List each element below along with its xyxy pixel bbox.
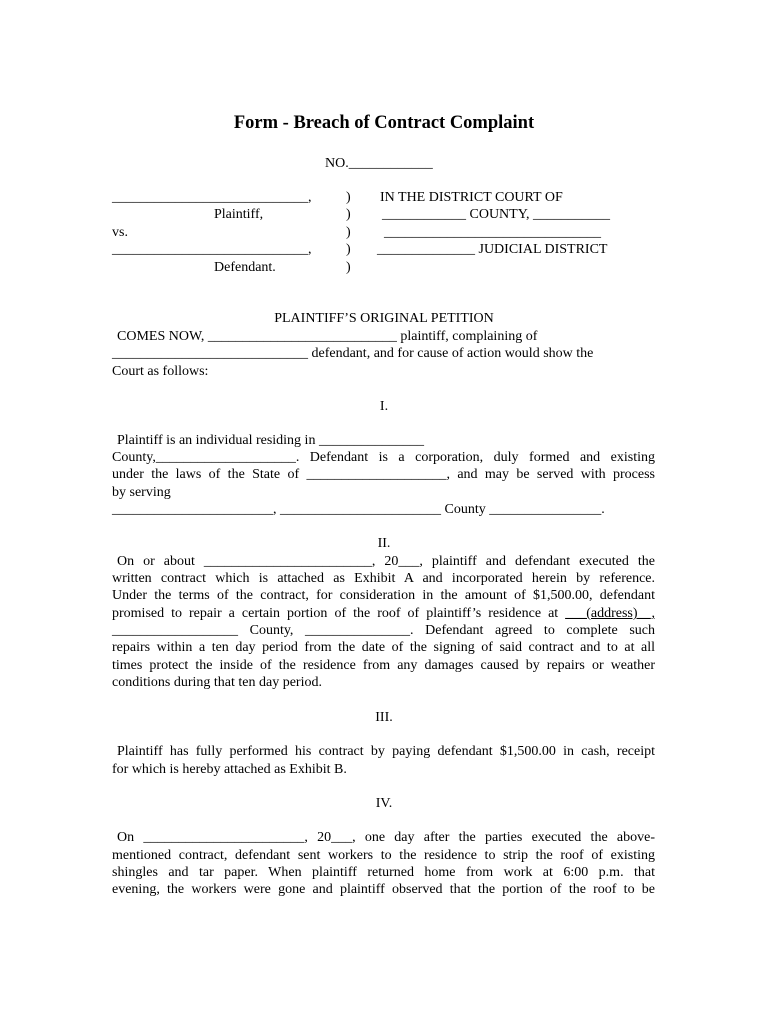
- intro-line: ____________________________ defendant, and for cause of action would show the: [112, 346, 594, 361]
- caption-paren: ): [346, 190, 351, 205]
- paragraph-line: Plaintiff is an individual residing in _______________: [117, 433, 424, 448]
- defendant-label: Defendant.: [214, 260, 276, 275]
- document-title: Form - Breach of Contract Complaint: [233, 113, 535, 133]
- court-name: IN THE DISTRICT COURT OF: [380, 190, 563, 205]
- court-blank-line: _______________________________: [384, 225, 601, 240]
- section-numeral: IV.: [375, 796, 393, 811]
- paragraph-line: shingles and tar paper. When plaintiff returned home from work at 6:00 p.m. that: [112, 865, 655, 880]
- case-number: NO.____________: [325, 156, 433, 171]
- paragraph-line: by serving: [112, 485, 171, 500]
- paragraph-line: under the laws of the State of ____________________, and may be served with process: [112, 467, 655, 482]
- paragraph-line: written contract which is attached as Exhibit A and incorporated herein by reference.: [112, 571, 655, 586]
- section-numeral: I.: [379, 399, 389, 414]
- petition-heading: PLAINTIFF’S ORIGINAL PETITION: [274, 311, 494, 326]
- plaintiff-name-blank: ____________________________,: [112, 190, 312, 205]
- paragraph-line: for which is hereby attached as Exhibit B.: [112, 762, 347, 777]
- caption-paren: ): [346, 260, 351, 275]
- paragraph-line: On _______________________, 20___, one day after the parties executed the above-: [117, 830, 655, 845]
- paragraph-line: [112, 605, 655, 622]
- paragraph-line: times protect the inside of the residence from any damages caused by repairs or weather: [112, 658, 655, 673]
- paragraph-line: __________________ County, _______________. Defendant agreed to complete such: [112, 623, 655, 638]
- paragraph-line: _______________________, _______________________ County ________________.: [112, 502, 605, 517]
- paragraph-line: County,____________________. Defendant is a corporation, duly formed and existing: [112, 450, 655, 465]
- address-blank: ___(address)__,: [565, 606, 655, 621]
- paragraph-text: promised to repair a certain portion of the roof of plaintiff’s residence at: [112, 606, 559, 621]
- versus-label: vs.: [112, 225, 128, 240]
- caption-paren: ): [346, 242, 351, 257]
- section-numeral: III.: [375, 710, 393, 725]
- section-numeral: II.: [377, 536, 391, 551]
- intro-line: Court as follows:: [112, 364, 209, 379]
- paragraph-line: evening, the workers were gone and plaintiff observed that the portion of the roof to be: [112, 882, 655, 897]
- paragraph-line: repairs within a ten day period from the date of the signing of said contract and to at all: [112, 640, 655, 655]
- intro-line: COMES NOW, ___________________________ plaintiff, complaining of: [117, 329, 538, 344]
- defendant-name-blank: ____________________________,: [112, 242, 312, 257]
- paragraph-line: Plaintiff has fully performed his contract by paying defendant $1,500.00 in cash, receipt: [117, 744, 655, 759]
- paragraph-line: mentioned contract, defendant sent workers to the residence to strip the roof of existing: [112, 848, 655, 863]
- paragraph-line: Under the terms of the contract, for consideration in the amount of $1,500.00, defendant: [112, 588, 655, 603]
- judicial-district-line: ______________ JUDICIAL DISTRICT: [377, 242, 608, 257]
- county-line: ____________ COUNTY, ___________: [382, 207, 611, 222]
- paragraph-line: conditions during that ten day period.: [112, 675, 322, 690]
- caption-paren: ): [346, 207, 351, 222]
- caption-paren: ): [346, 225, 351, 240]
- plaintiff-label: Plaintiff,: [214, 207, 264, 222]
- paragraph-line: On or about ________________________, 20___, plaintiff and defendant executed the: [117, 554, 655, 569]
